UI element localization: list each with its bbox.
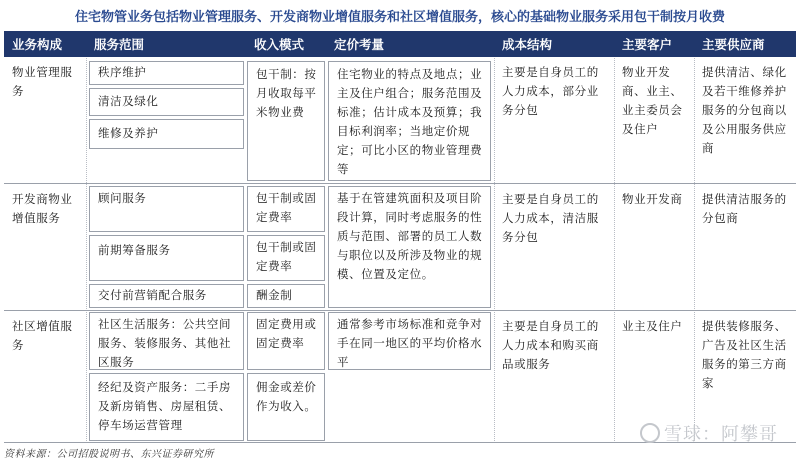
row3-income-2: 佣金或差价作为收入。 xyxy=(256,380,317,413)
row2-suppliers: 提供清洁服务的分包商 xyxy=(702,192,787,225)
row1-income: 包干制：按月收取每平米物业费 xyxy=(256,67,317,119)
table-body xyxy=(4,58,796,443)
header-pricing: 定价考量 xyxy=(334,37,385,52)
header-services: 服务范围 xyxy=(94,37,145,52)
row1-category: 物业管理服务 xyxy=(12,65,73,98)
row3-suppliers: 提供装修服务、广告及社区生活服务的第三方商家 xyxy=(702,319,787,390)
page-title: 住宅物管业务包括物业管理服务、开发商物业增值服务和社区增值服务，核心的基础物业服务采用包干制按月收费 xyxy=(74,9,725,25)
row2-service-3: 交付前营销配合服务 xyxy=(98,288,207,302)
header-customers: 主要客户 xyxy=(622,37,673,52)
watermark xyxy=(640,420,778,446)
snowball-logo-icon xyxy=(640,423,660,443)
row1-service-1: 秩序维护 xyxy=(98,65,147,79)
row2-pricing: 基于在管建筑面积及项目阶段计算，同时考虑服务的性质与范围、部署的员工人数与职位以及所涉及物业的规模、位置及定位。 xyxy=(337,191,483,281)
row3-service-1: 社区生活服务：公共空间服务、装修服务、其他社区服务 xyxy=(98,317,232,369)
row2-income-3: 酬金制 xyxy=(256,288,293,302)
row1-customers: 物业开发商、业主、业主委员会及住户 xyxy=(622,65,683,136)
row2-service-2: 前期筹备服务 xyxy=(98,243,171,257)
row2-cost: 主要是自身员工的人力成本，清洁服务分包 xyxy=(502,192,599,244)
row2-income-1: 包干制或固定费率 xyxy=(256,191,317,224)
row1-service-2: 清洁及绿化 xyxy=(98,94,159,108)
header-category: 业务构成 xyxy=(12,37,63,52)
row2-service-1: 顾问服务 xyxy=(98,191,147,205)
row2-income-2: 包干制或固定费率 xyxy=(256,240,317,273)
row3-category: 社区增值服务 xyxy=(12,319,73,352)
row2-category: 开发商物业增值服务 xyxy=(12,192,73,225)
header-cost: 成本结构 xyxy=(502,37,553,52)
row3-service-2: 经纪及资产服务：二手房及新房销售、房屋租赁、停车场运营管理 xyxy=(98,380,232,432)
row3-pricing: 通常参考市场标准和竞争对手在同一地区的平均价格水平 xyxy=(337,317,483,369)
row1-cost: 主要是自身员工的人力成本，部分业务分包 xyxy=(502,65,599,117)
header-suppliers: 主要供应商 xyxy=(702,37,765,52)
row1-pricing: 住宅物业的特点及地点；业主及住户组合；服务范围及标准；估计成本及预算；我目标利润率；当地定价规定；可比小区的物业管理费等 xyxy=(337,67,483,176)
table-header xyxy=(4,31,796,57)
source-note: 资料来源：公司招股说明书、东兴证券研究所 xyxy=(4,449,214,460)
watermark-text: 雪球：阿攀哥 xyxy=(664,424,778,445)
row3-income-1: 固定费用或固定费率 xyxy=(256,317,317,350)
row1-suppliers: 提供清洁、绿化及若干维修养护服务的分包商以及公用服务供应商 xyxy=(702,65,787,155)
row2-customers: 物业开发商 xyxy=(622,192,683,206)
row3-cost: 主要是自身员工的人力成本和购买商品或服务 xyxy=(502,319,599,371)
header-income: 收入模式 xyxy=(254,37,305,52)
row3-customers: 业主及住户 xyxy=(622,319,683,333)
row1-service-3: 维修及养护 xyxy=(98,126,159,140)
